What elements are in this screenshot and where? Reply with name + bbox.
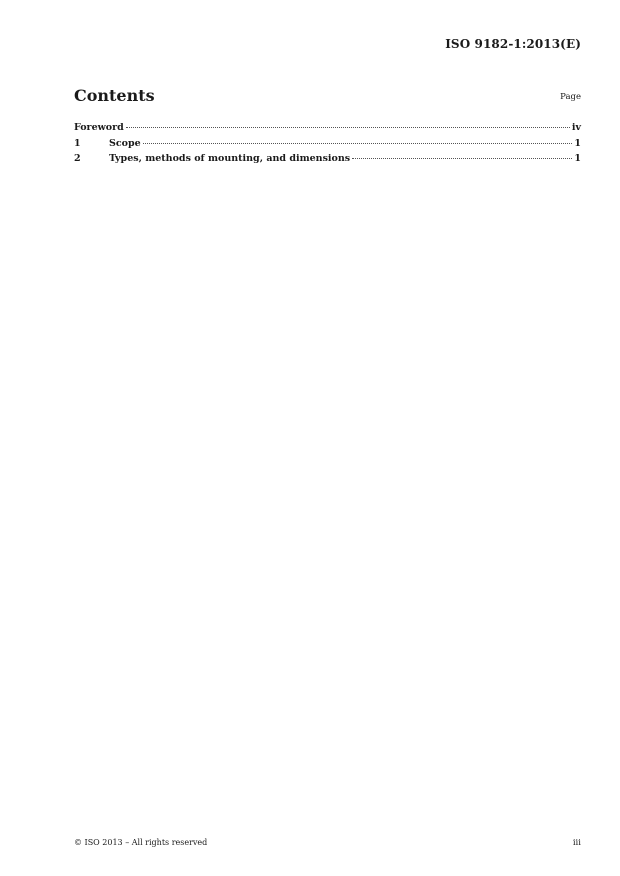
toc-entry-scope[interactable] <box>74 138 581 154</box>
contents-title: Contents <box>74 86 155 105</box>
toc-entry-foreword[interactable] <box>74 122 581 138</box>
toc-entry-number: 2 <box>74 153 81 164</box>
toc-entry-text: Scope <box>109 137 141 149</box>
page-column-label: Page <box>560 92 581 102</box>
toc-leader-dots <box>352 158 572 159</box>
toc-entry-page: iv <box>571 122 581 133</box>
document-id: ISO 9182-1:2013(E) <box>445 37 581 51</box>
contents-header <box>74 86 581 108</box>
toc-entry-types-mounting-dimensions[interactable] <box>74 153 581 169</box>
toc-entry-text: Types, methods of mounting, and dimensions <box>109 153 351 164</box>
toc-entry-page: 1 <box>574 153 581 164</box>
toc-leader-dots <box>143 143 573 144</box>
toc-entry-number: 1 <box>74 137 81 149</box>
page-number: iii <box>572 838 581 848</box>
copyright-notice: © ISO 2013 – All rights reserved <box>74 838 208 847</box>
toc-leader-dots <box>126 127 570 128</box>
toc-entry-page: 1 <box>574 137 581 149</box>
toc-entry-text: Foreword <box>74 122 124 133</box>
table-of-contents <box>74 122 581 169</box>
